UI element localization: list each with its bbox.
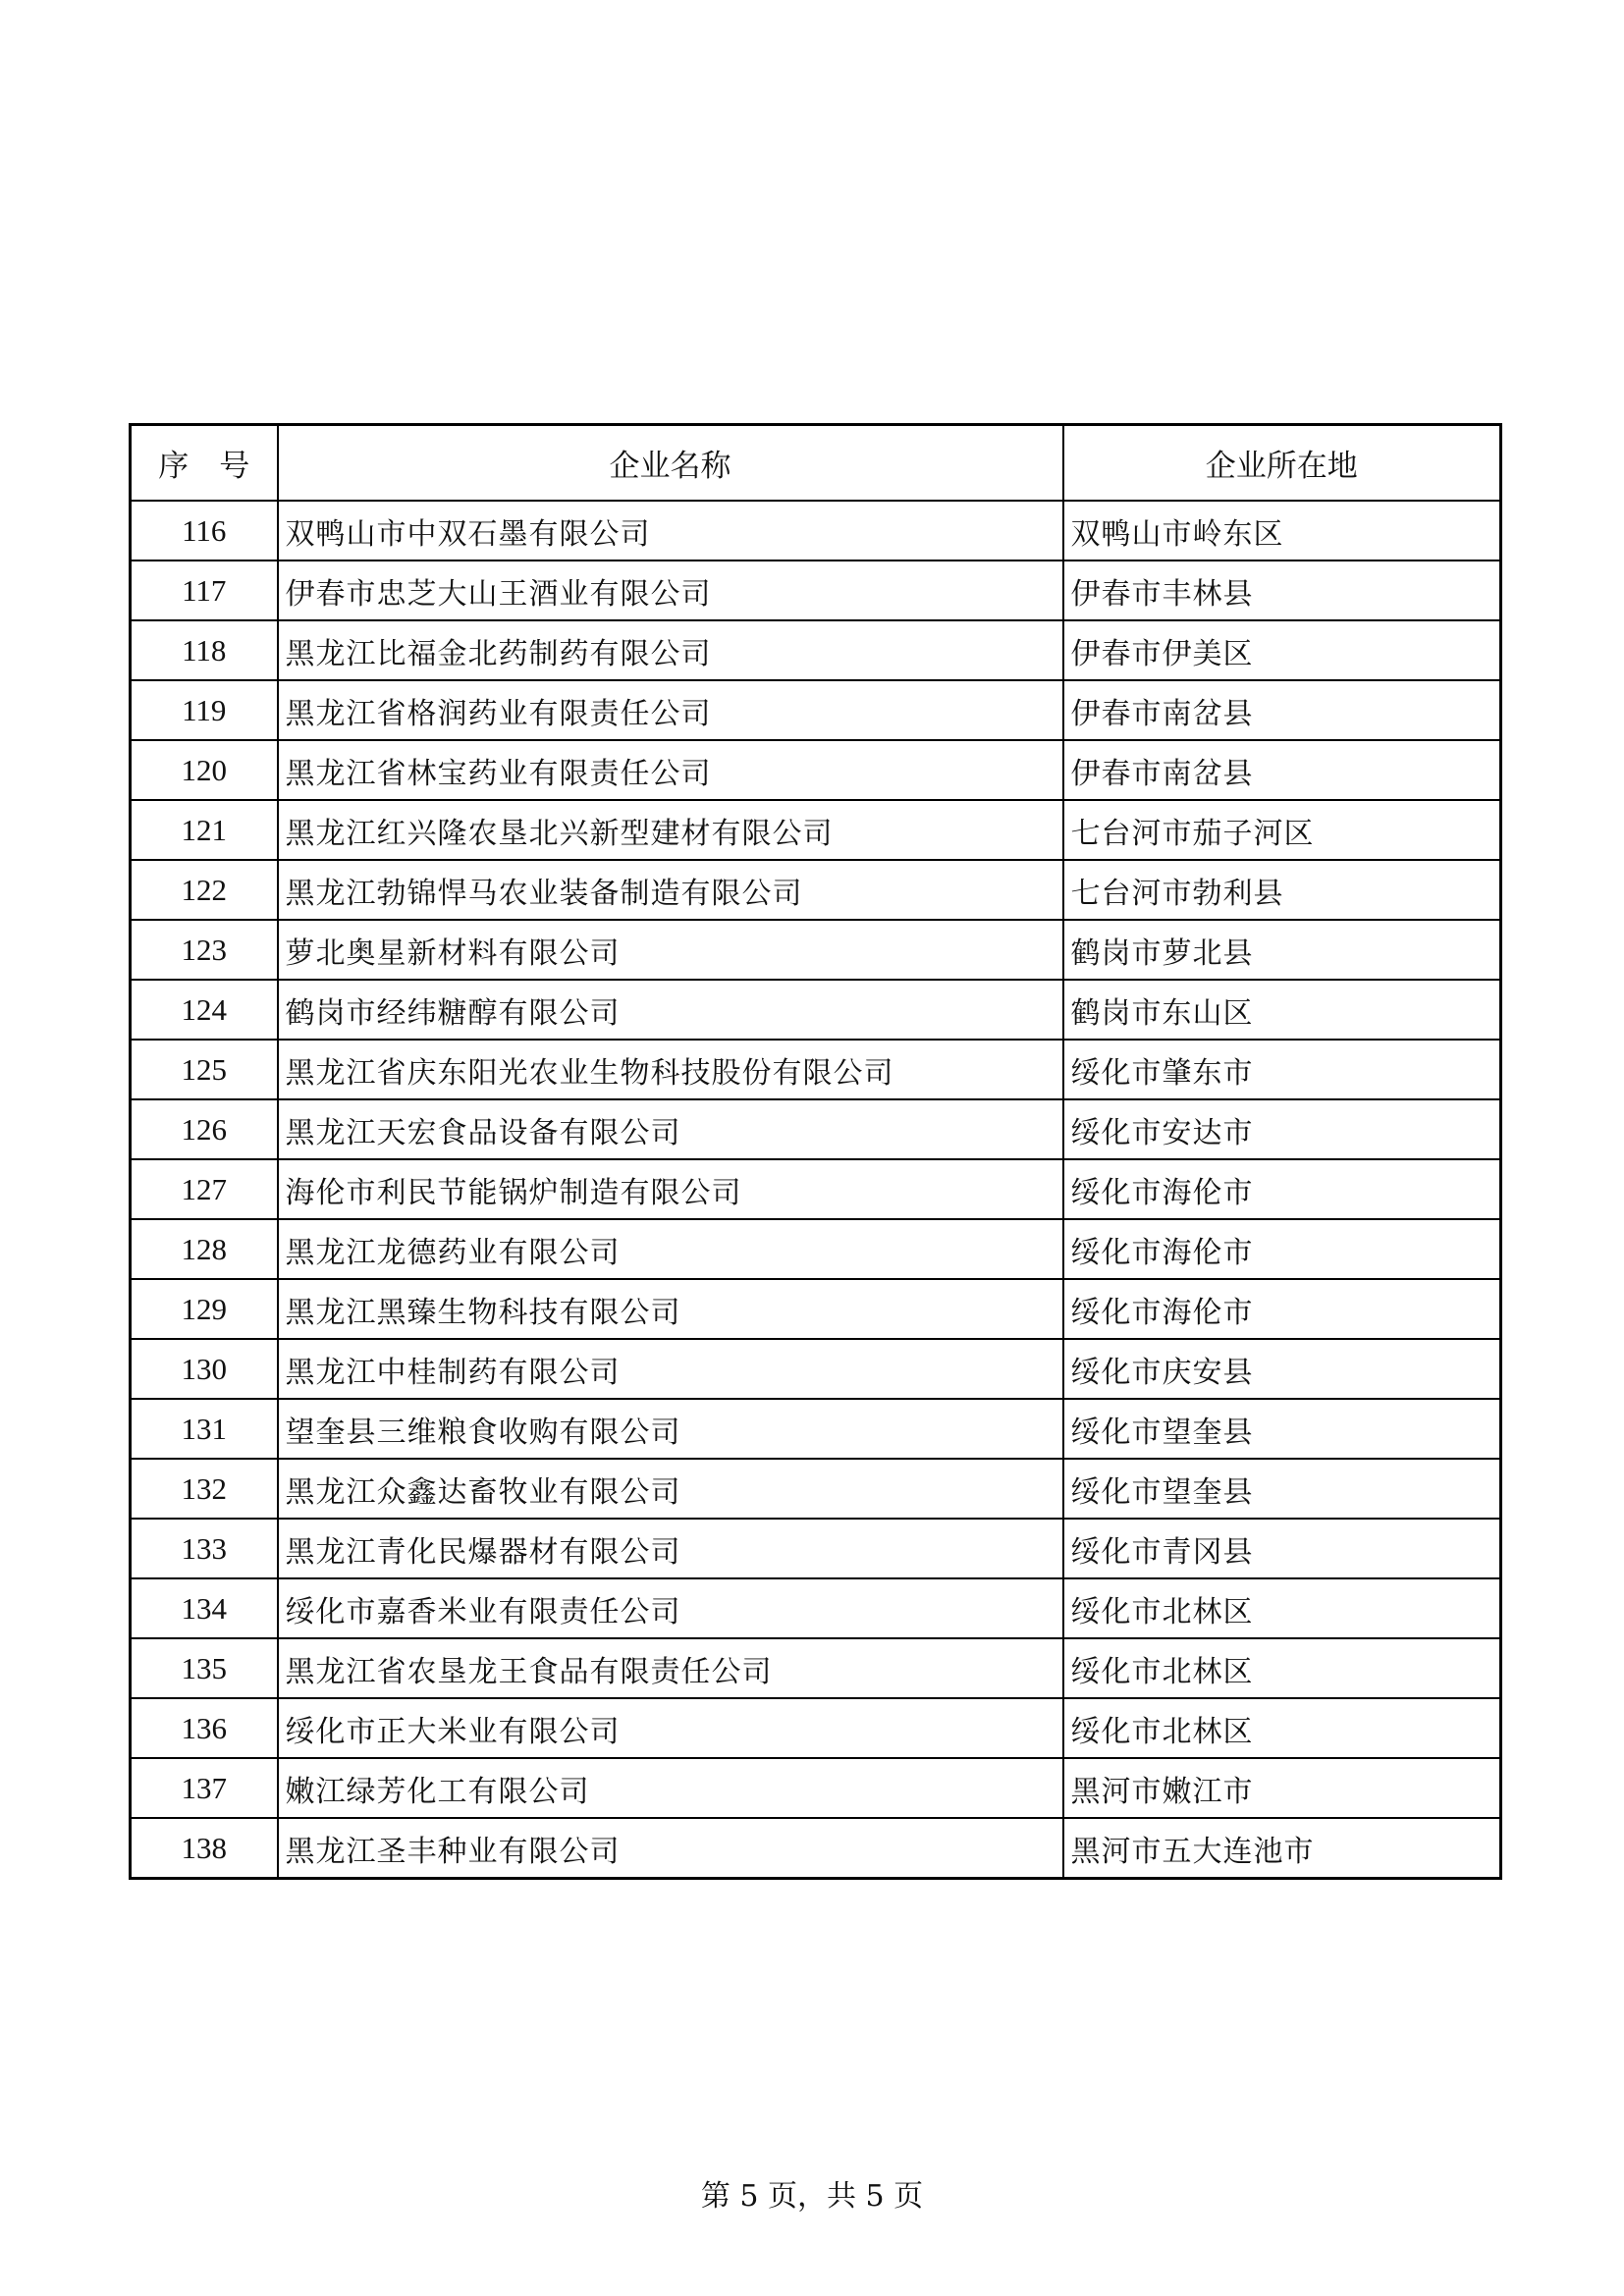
row-seq-cell: 121: [131, 800, 278, 860]
row-company-name-cell: 黑龙江省庆东阳光农业生物科技股份有限公司: [278, 1040, 1063, 1099]
row-company-name-cell: 黑龙江省林宝药业有限责任公司: [278, 740, 1063, 800]
company-list-table: [129, 423, 1502, 1880]
table-row: [131, 1698, 1501, 1758]
table-row: [131, 1818, 1501, 1879]
row-company-name-cell: 萝北奥星新材料有限公司: [278, 920, 1063, 980]
row-seq-cell: 129: [131, 1279, 278, 1339]
row-seq-cell: 122: [131, 860, 278, 920]
table-row: [131, 620, 1501, 680]
row-company-name-cell: 鹤岗市经纬糖醇有限公司: [278, 980, 1063, 1040]
row-company-location-cell: 绥化市望奎县: [1063, 1459, 1501, 1519]
row-company-name-cell: 黑龙江省农垦龙王食品有限责任公司: [278, 1638, 1063, 1698]
row-seq-cell: 128: [131, 1219, 278, 1279]
row-company-location-cell: 黑河市嫩江市: [1063, 1758, 1501, 1818]
header-seq: 序 号: [131, 425, 278, 502]
table-row: [131, 860, 1501, 920]
row-company-name-cell: 望奎县三维粮食收购有限公司: [278, 1399, 1063, 1459]
table-row: [131, 1519, 1501, 1578]
table-row: [131, 1399, 1501, 1459]
row-company-location-cell: 伊春市伊美区: [1063, 620, 1501, 680]
row-seq-cell: 117: [131, 561, 278, 620]
row-seq-cell: 134: [131, 1578, 278, 1638]
row-seq-cell: 135: [131, 1638, 278, 1698]
row-seq-cell: 130: [131, 1339, 278, 1399]
row-seq-cell: 131: [131, 1399, 278, 1459]
row-seq-cell: 133: [131, 1519, 278, 1578]
table-row: [131, 1279, 1501, 1339]
table-row: [131, 1578, 1501, 1638]
row-company-name-cell: 黑龙江青化民爆器材有限公司: [278, 1519, 1063, 1578]
row-company-location-cell: 绥化市海伦市: [1063, 1279, 1501, 1339]
row-company-location-cell: 双鸭山市岭东区: [1063, 501, 1501, 561]
row-company-location-cell: 伊春市南岔县: [1063, 680, 1501, 740]
table-row: [131, 740, 1501, 800]
row-company-location-cell: 黑河市五大连池市: [1063, 1818, 1501, 1879]
table-body: [131, 501, 1501, 1879]
table-row: [131, 1159, 1501, 1219]
header-company-location: 企业所在地: [1063, 425, 1501, 502]
table-row: [131, 1459, 1501, 1519]
row-company-name-cell: 黑龙江天宏食品设备有限公司: [278, 1099, 1063, 1159]
row-company-name-cell: 黑龙江省格润药业有限责任公司: [278, 680, 1063, 740]
table-row: [131, 980, 1501, 1040]
row-seq-cell: 132: [131, 1459, 278, 1519]
row-seq-cell: 123: [131, 920, 278, 980]
row-company-location-cell: 伊春市丰林县: [1063, 561, 1501, 620]
row-company-name-cell: 黑龙江圣丰种业有限公司: [278, 1818, 1063, 1879]
row-company-name-cell: 黑龙江中桂制药有限公司: [278, 1339, 1063, 1399]
row-company-name-cell: 绥化市正大米业有限公司: [278, 1698, 1063, 1758]
table-row: [131, 800, 1501, 860]
table-row: [131, 920, 1501, 980]
row-company-location-cell: 七台河市勃利县: [1063, 860, 1501, 920]
row-company-location-cell: 七台河市茄子河区: [1063, 800, 1501, 860]
row-company-location-cell: 绥化市青冈县: [1063, 1519, 1501, 1578]
row-company-location-cell: 绥化市海伦市: [1063, 1159, 1501, 1219]
row-seq-cell: 137: [131, 1758, 278, 1818]
table-row: [131, 680, 1501, 740]
row-seq-cell: 118: [131, 620, 278, 680]
row-company-name-cell: 黑龙江众鑫达畜牧业有限公司: [278, 1459, 1063, 1519]
row-company-name-cell: 黑龙江红兴隆农垦北兴新型建材有限公司: [278, 800, 1063, 860]
row-company-name-cell: 双鸭山市中双石墨有限公司: [278, 501, 1063, 561]
row-seq-cell: 125: [131, 1040, 278, 1099]
row-company-name-cell: 绥化市嘉香米业有限责任公司: [278, 1578, 1063, 1638]
row-company-name-cell: 黑龙江黑臻生物科技有限公司: [278, 1279, 1063, 1339]
table-row: [131, 1758, 1501, 1818]
row-seq-cell: 126: [131, 1099, 278, 1159]
page-number-footer: 第 5 页，共 5 页: [700, 2179, 924, 2214]
row-company-name-cell: 伊春市忠芝大山王酒业有限公司: [278, 561, 1063, 620]
row-company-location-cell: 绥化市北林区: [1063, 1638, 1501, 1698]
table-row: [131, 1638, 1501, 1698]
row-seq-cell: 120: [131, 740, 278, 800]
row-seq-cell: 116: [131, 501, 278, 561]
row-company-name-cell: 海伦市利民节能锅炉制造有限公司: [278, 1159, 1063, 1219]
table-row: [131, 1339, 1501, 1399]
row-seq-cell: 119: [131, 680, 278, 740]
row-seq-cell: 127: [131, 1159, 278, 1219]
table-row: [131, 1099, 1501, 1159]
table-row: [131, 501, 1501, 561]
row-seq-cell: 124: [131, 980, 278, 1040]
row-company-location-cell: 绥化市北林区: [1063, 1578, 1501, 1638]
header-company-name: 企业名称: [278, 425, 1063, 502]
row-company-location-cell: 绥化市肇东市: [1063, 1040, 1501, 1099]
row-seq-cell: 138: [131, 1818, 278, 1879]
row-company-name-cell: 黑龙江龙德药业有限公司: [278, 1219, 1063, 1279]
row-company-location-cell: 鹤岗市萝北县: [1063, 920, 1501, 980]
row-company-location-cell: 绥化市庆安县: [1063, 1339, 1501, 1399]
table-row: [131, 1040, 1501, 1099]
row-company-location-cell: 绥化市安达市: [1063, 1099, 1501, 1159]
row-company-location-cell: 绥化市望奎县: [1063, 1399, 1501, 1459]
table-header-row: [131, 425, 1501, 502]
row-company-location-cell: 鹤岗市东山区: [1063, 980, 1501, 1040]
row-company-location-cell: 伊春市南岔县: [1063, 740, 1501, 800]
row-company-location-cell: 绥化市北林区: [1063, 1698, 1501, 1758]
row-company-location-cell: 绥化市海伦市: [1063, 1219, 1501, 1279]
table-row: [131, 1219, 1501, 1279]
row-seq-cell: 136: [131, 1698, 278, 1758]
row-company-name-cell: 黑龙江勃锦悍马农业装备制造有限公司: [278, 860, 1063, 920]
table-row: [131, 561, 1501, 620]
row-company-name-cell: 嫩江绿芳化工有限公司: [278, 1758, 1063, 1818]
row-company-name-cell: 黑龙江比福金北药制药有限公司: [278, 620, 1063, 680]
